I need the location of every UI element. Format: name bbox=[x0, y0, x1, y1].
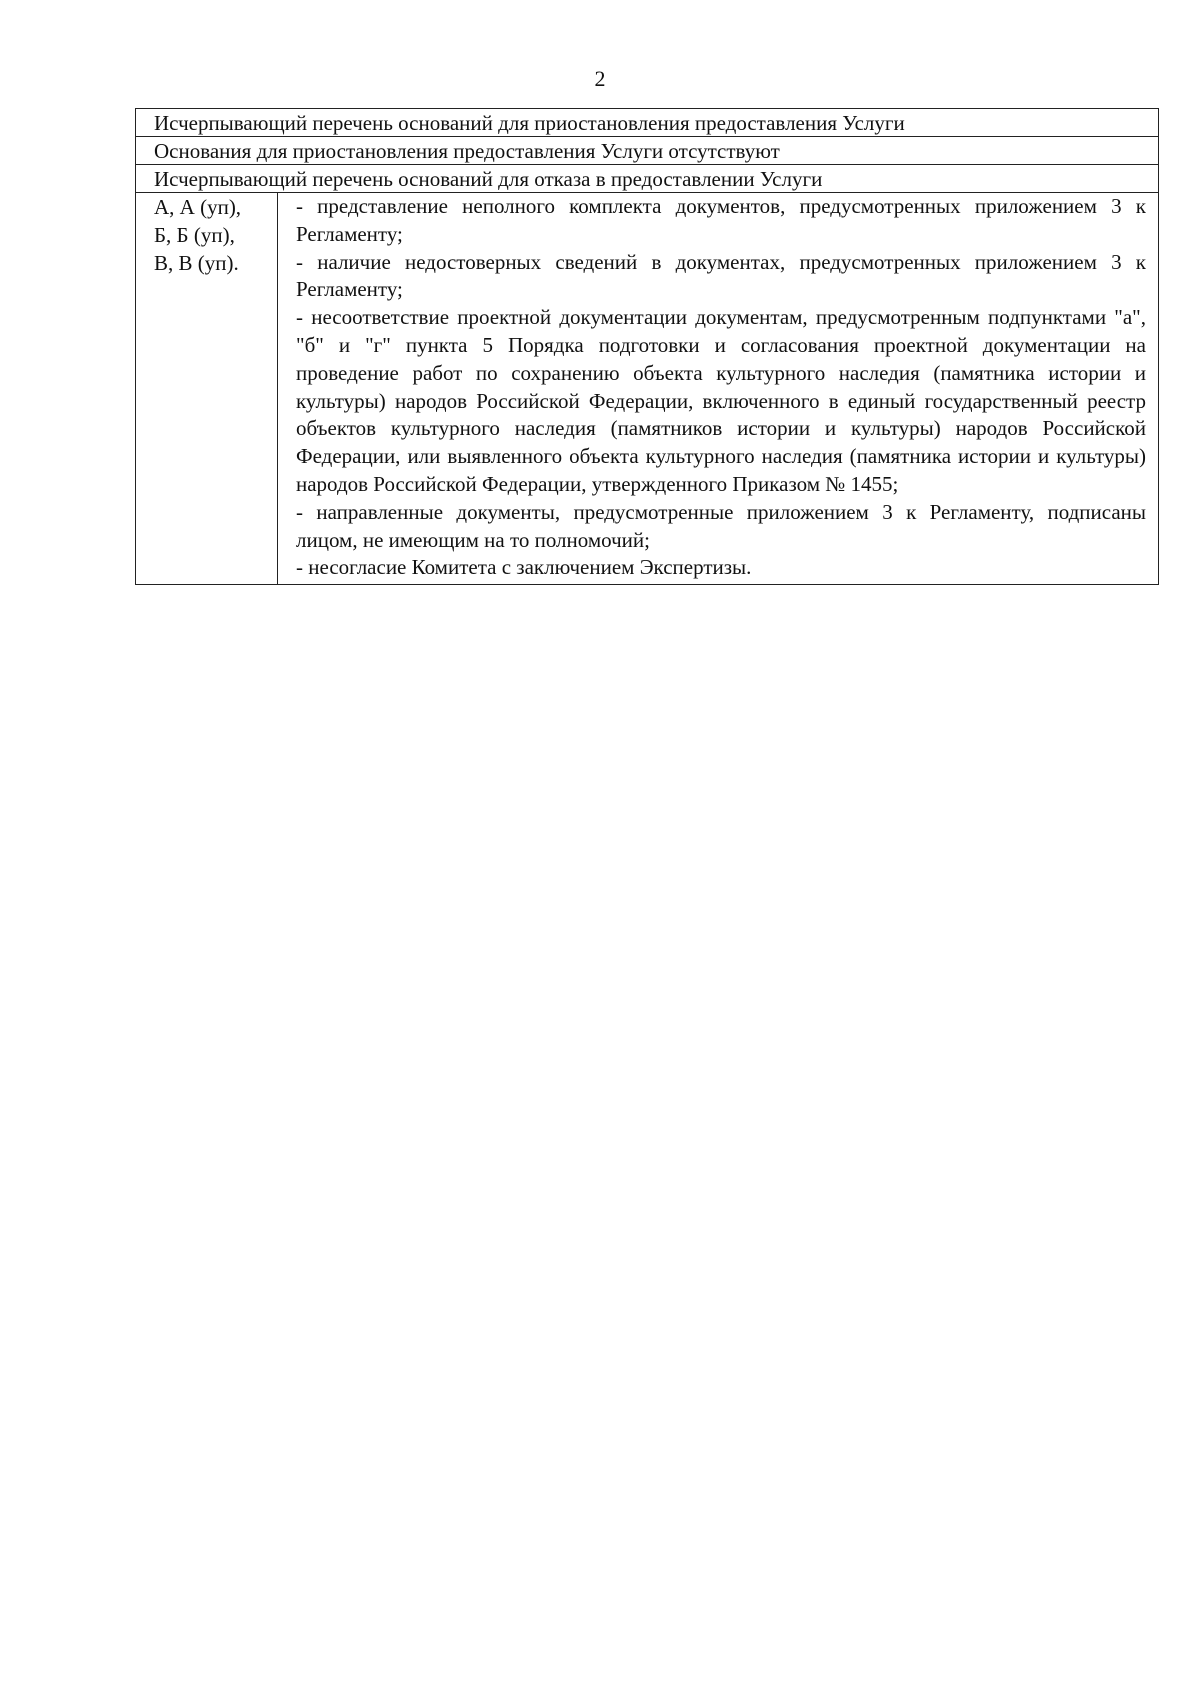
suspension-none-text: Основания для приостановления предоставления Услуги отсутствуют bbox=[136, 137, 1159, 165]
reason-item: - направленные документы, предусмотренные приложением 3 к Регламенту, подписаны лицом, не имеющим на то полномочий; bbox=[296, 499, 1146, 552]
reasons-cell bbox=[278, 193, 1159, 585]
table-row bbox=[136, 137, 1159, 165]
suspension-heading: Исчерпывающий перечень оснований для приостановления предоставления Услуги bbox=[136, 109, 1159, 137]
table-row bbox=[136, 109, 1159, 137]
codes-cell bbox=[136, 193, 278, 585]
table-row bbox=[136, 193, 1159, 585]
reason-item: - наличие недостоверных сведений в документах, предусмотренных приложением 3 к Регламенту; bbox=[296, 249, 1146, 302]
reason-item: - несогласие Комитета с заключением Экспертизы. bbox=[296, 555, 752, 580]
code-line: В, В (уп). bbox=[154, 251, 239, 275]
reason-item: - несоответствие проектной документации документам, предусмотренным подпунктами "а", "б" и "г" пункта 5 Порядка подготовки и согласования проектной документации на проведение работ по сохранению объекта культурного наследия (памятника истории и культуры) народов Российской Федерации, включенного в единый государственный реестр объектов культурного наследия (памятников истории и культуры) народов Российской Федерации, или выявленного объекта культурного наследия (памятника истории и культуры) народов Российской Федерации, утвержденного Приказом № 1455; bbox=[296, 305, 1146, 496]
grounds-table bbox=[135, 108, 1159, 585]
page-number: 2 bbox=[594, 66, 606, 91]
code-line: Б, Б (уп), bbox=[154, 223, 235, 247]
table-row bbox=[136, 165, 1159, 193]
refusal-heading: Исчерпывающий перечень оснований для отказа в предоставлении Услуги bbox=[136, 165, 1159, 193]
code-line: А, А (уп), bbox=[154, 195, 242, 219]
reason-item: - представление неполного комплекта документов, предусмотренных приложением 3 к Регламенту; bbox=[296, 194, 1146, 246]
